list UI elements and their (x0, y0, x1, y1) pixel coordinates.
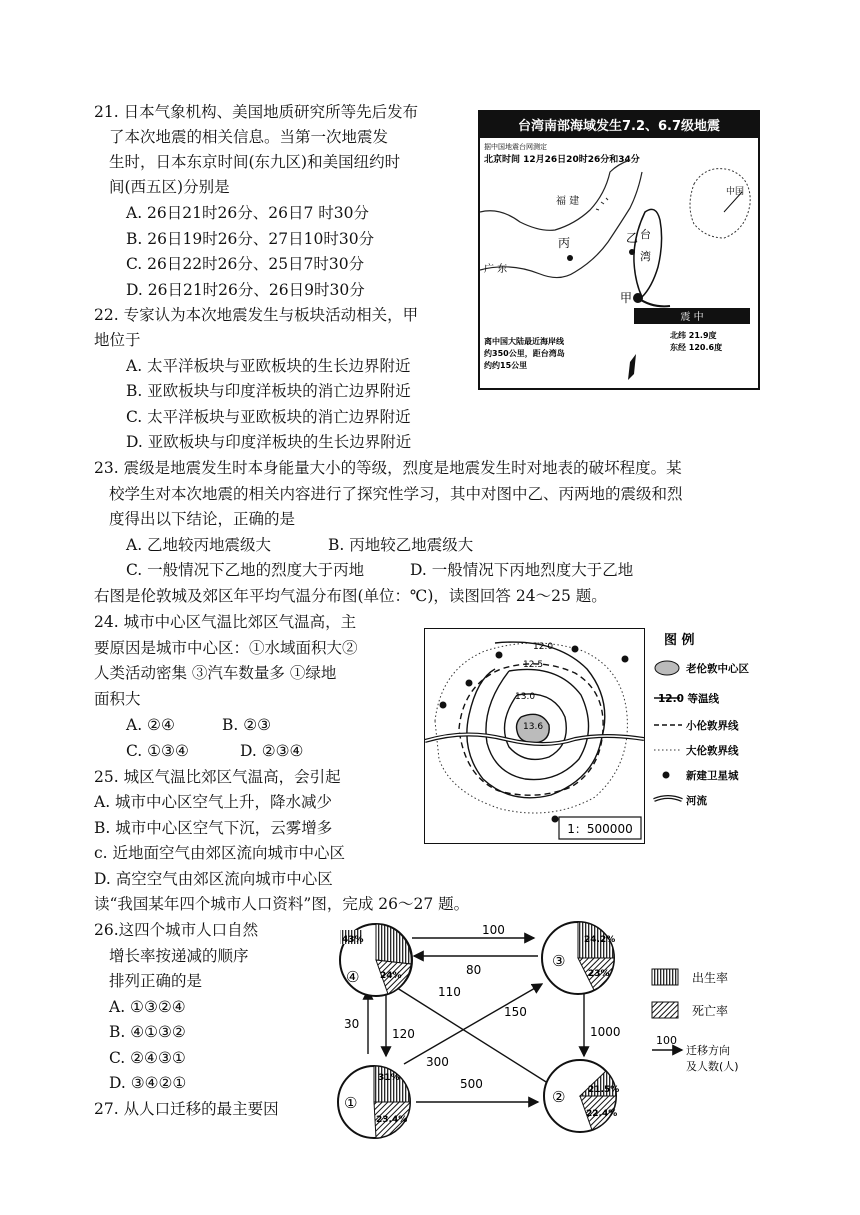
q25-option-a: A. 城市中心区空气上升，降水减少 (94, 793, 333, 811)
legend-migration-1: 迁移方向 (686, 1044, 730, 1057)
legend-migration-2: 及人数(人) (686, 1060, 739, 1073)
city-4-birth: 43% (342, 935, 364, 945)
flow-4-to-3: 100 (482, 923, 505, 937)
q26-option-a: A. ①③②④ (109, 998, 186, 1016)
flow-1-to-4: 30 (344, 1017, 360, 1031)
city-4-label: ④ (346, 968, 360, 986)
satellite-town (440, 702, 447, 709)
legend-outer-boundary-label: 大伦敦界线 (686, 745, 739, 757)
q27-line1: 27. 从人口迁移的最主要因 (94, 1100, 279, 1118)
q24-line2: 要原因是城市中心区：①水域面积大② (94, 639, 358, 657)
earthquake-map (478, 110, 760, 390)
flow-1-to-2: 500 (460, 1077, 483, 1091)
pie-city-2 (544, 1060, 619, 1132)
flow-4-to-2: 110 (438, 985, 461, 999)
legend-birth-label: 出生率 (692, 971, 729, 985)
iso-label-12-0: 12.0 (533, 642, 554, 652)
yi-marker (629, 249, 635, 255)
fujian-label: 福 建 (556, 196, 580, 207)
q23-line2: 校学生对本次地震的相关内容进行了探究性学习，其中对图中乙、丙两地的震级和烈 (109, 485, 683, 503)
city-4-death: 24% (380, 971, 402, 981)
q26-option-c: C. ②④③① (109, 1049, 186, 1067)
london-legend-svg (652, 628, 782, 828)
legend-death-label: 死亡率 (692, 1004, 729, 1018)
bing-label: 丙 (558, 236, 571, 250)
china-label: 中国 (726, 187, 745, 197)
legend-isotherm-label: 12.0 等温线 (658, 693, 720, 705)
q25-option-c: c. 近地面空气由郊区流向城市中心区 (94, 844, 346, 862)
population-chart (330, 916, 760, 1146)
q21-option-c: C. 26日22时26分、25日7时30分 (126, 255, 365, 273)
flow-4-to-1: 120 (392, 1027, 415, 1041)
pie-city-1 (338, 1066, 410, 1138)
q24-line1: 24. 城市中心区气温比郊区气温高，主 (94, 613, 357, 631)
intro-london: 右图是伦敦城及郊区年平均气温分布图(单位：℃)，读图回答 24～25 题。 (94, 587, 607, 605)
epicenter-title: 震 中 (680, 312, 704, 323)
q21-option-b: B. 26日19时26分、27日10时30分 (126, 230, 375, 248)
city-1-death: 23.4% (376, 1115, 408, 1125)
q21-option-a: A. 26日21时26分、26日7 时30分 (126, 204, 369, 222)
q21-line4: 间(西五区)分别是 (109, 178, 230, 196)
scale-label: 1：500000 (567, 822, 633, 836)
coastline-north (480, 160, 630, 230)
arrow-1-to-3 (404, 984, 542, 1064)
legend-center-label: 老伦敦中心区 (686, 663, 749, 675)
q21-line2: 了本次地震的相关信息。当第一次地震发 (109, 128, 389, 146)
london-legend (652, 628, 782, 828)
legend-satellite-swatch (663, 772, 670, 779)
satellite-town (552, 816, 559, 823)
quake-note-1: 离中国大陆最近海岸线 (484, 337, 564, 346)
city-1-label: ① (344, 1094, 358, 1112)
bing-marker (567, 255, 573, 261)
london-isotherm-map (424, 628, 645, 844)
q22-line1: 22. 专家认为本次地震发生与板块活动相关，甲 (94, 306, 419, 324)
epicenter-lat: 北纬 21.9度 (670, 331, 717, 340)
city-3-label: ③ (552, 952, 566, 970)
taiwan-label-1: 台 (640, 228, 651, 241)
q22-option-c: C. 太平洋板块与亚欧板块的消亡边界附近 (126, 408, 411, 426)
legend-birth-swatch (652, 969, 678, 985)
legend-title: 图 例 (664, 633, 695, 648)
q25-option-d: D. 高空空气由郊区流向城市中心区 (94, 870, 333, 888)
epicenter-lon: 东经 120.6度 (670, 343, 723, 352)
satellite-town (496, 652, 503, 659)
earthquake-map-svg (480, 112, 758, 388)
city-2-death: 22.4% (586, 1109, 618, 1119)
legend-satellite-label: 新建卫星城 (686, 770, 739, 782)
q24-line4: 面积大 (94, 690, 141, 708)
legend-center-swatch (655, 661, 679, 675)
satellite-town (572, 646, 579, 653)
london-map-svg (425, 629, 644, 843)
flow-1-to-3-b: 300 (426, 1055, 449, 1069)
q23-line1: 23. 震级是地震发生时本身能量大小的等级，烈度是地震发生时对地表的破坏程度。某 (94, 459, 682, 477)
quake-note-2: 约350公里，距台湾岛 (484, 349, 565, 358)
q22-line2: 地位于 (94, 331, 141, 349)
q23-option-c: C. 一般情况下乙地的烈度大于丙地 (126, 561, 365, 579)
q25-line1: 25. 城区气温比郊区气温高，会引起 (94, 768, 341, 786)
q26-option-d: D. ③④②① (109, 1074, 187, 1092)
map-time: 北京时间 12月26日20时26分和34分 (484, 155, 640, 165)
q24-option-b: B. ②③ (222, 716, 272, 734)
q22-option-a: A. 太平洋板块与亚欧板块的生长边界附近 (126, 357, 411, 375)
q26-line2: 增长率按递减的顺序 (109, 947, 249, 965)
legend-inner-boundary-label: 小伦敦界线 (686, 720, 739, 732)
taiwan-label-2: 湾 (640, 250, 651, 263)
q24-line3: 人类活动密集 ③汽车数量多 ①绿地 (94, 664, 337, 682)
pie-city-3 (542, 922, 615, 994)
q22-option-b: B. 亚欧板块与印度洋板块的消亡边界附近 (126, 382, 411, 400)
satellite-town (466, 680, 473, 687)
city-2-birth: 21.5% (588, 1085, 620, 1095)
q26-option-b: B. ④①③② (109, 1023, 186, 1041)
legend-river-label: 河流 (686, 795, 707, 807)
flow-3-to-2: 1000 (590, 1025, 621, 1039)
small-island (628, 354, 636, 380)
q23-option-a: A. 乙地较丙地震级大 (126, 536, 272, 554)
q23-line3: 度得出以下结论，正确的是 (109, 510, 296, 528)
legend-death-swatch (652, 1002, 678, 1018)
q22-option-d: D. 亚欧板块与印度洋板块的生长边界附近 (126, 433, 412, 451)
iso-label-12-5: 12.5 (523, 660, 544, 670)
pie-city-4 (340, 924, 412, 996)
coastline-mainland (480, 172, 642, 278)
q24-option-d: D. ②③④ (240, 742, 304, 760)
jia-label: 甲 (620, 291, 633, 305)
q23-option-d: D. 一般情况下丙地烈度大于乙地 (410, 561, 634, 579)
iso-label-13-6: 13.6 (523, 722, 544, 732)
intro-pop: 读“我国某年四个城市人口资料”图，完成 26～27 题。 (94, 895, 470, 913)
legend-arrow-number: 100 (656, 1034, 677, 1047)
city-2-label: ② (552, 1088, 566, 1106)
q26-line1: 26.这四个城市人口自然 (94, 921, 259, 939)
city-3-birth: 24.2% (584, 935, 616, 945)
q25-option-b: B. 城市中心区空气下沉，云雾增多 (94, 819, 333, 837)
q24-option-a: A. ②④ (126, 716, 175, 734)
china-inset-outline (690, 169, 750, 238)
q21-option-d: D. 26日21时26分、26日9时30分 (126, 281, 365, 299)
guangdong-label: 广 东 (484, 264, 508, 275)
city-3-death: 23% (588, 969, 610, 979)
satellite-town (622, 656, 629, 663)
q21-line3: 生时，日本东京时间(东九区)和美国纽约时 (109, 153, 401, 171)
q23-option-b: B. 丙地较乙地震级大 (328, 536, 474, 554)
city-1-birth: 31% (378, 1073, 400, 1083)
yi-label: 乙 (626, 231, 639, 245)
quake-note-3: 约约15公里 (484, 361, 528, 370)
flow-1-to-3: 150 (504, 1005, 527, 1019)
map-title: 台湾南部海域发生7.2、6.7级地震 (517, 119, 721, 134)
flow-3-to-4: 80 (466, 963, 482, 977)
map-source: 据中国地震台网测定 (484, 143, 547, 151)
q24-option-c: C. ①③④ (126, 742, 189, 760)
q26-line3: 排列正确的是 (109, 972, 203, 990)
population-chart-svg (330, 916, 760, 1146)
iso-label-13-0: 13.0 (515, 692, 536, 702)
q21-line1: 21. 日本气象机构、美国地质研究所等先后发布 (94, 103, 419, 121)
